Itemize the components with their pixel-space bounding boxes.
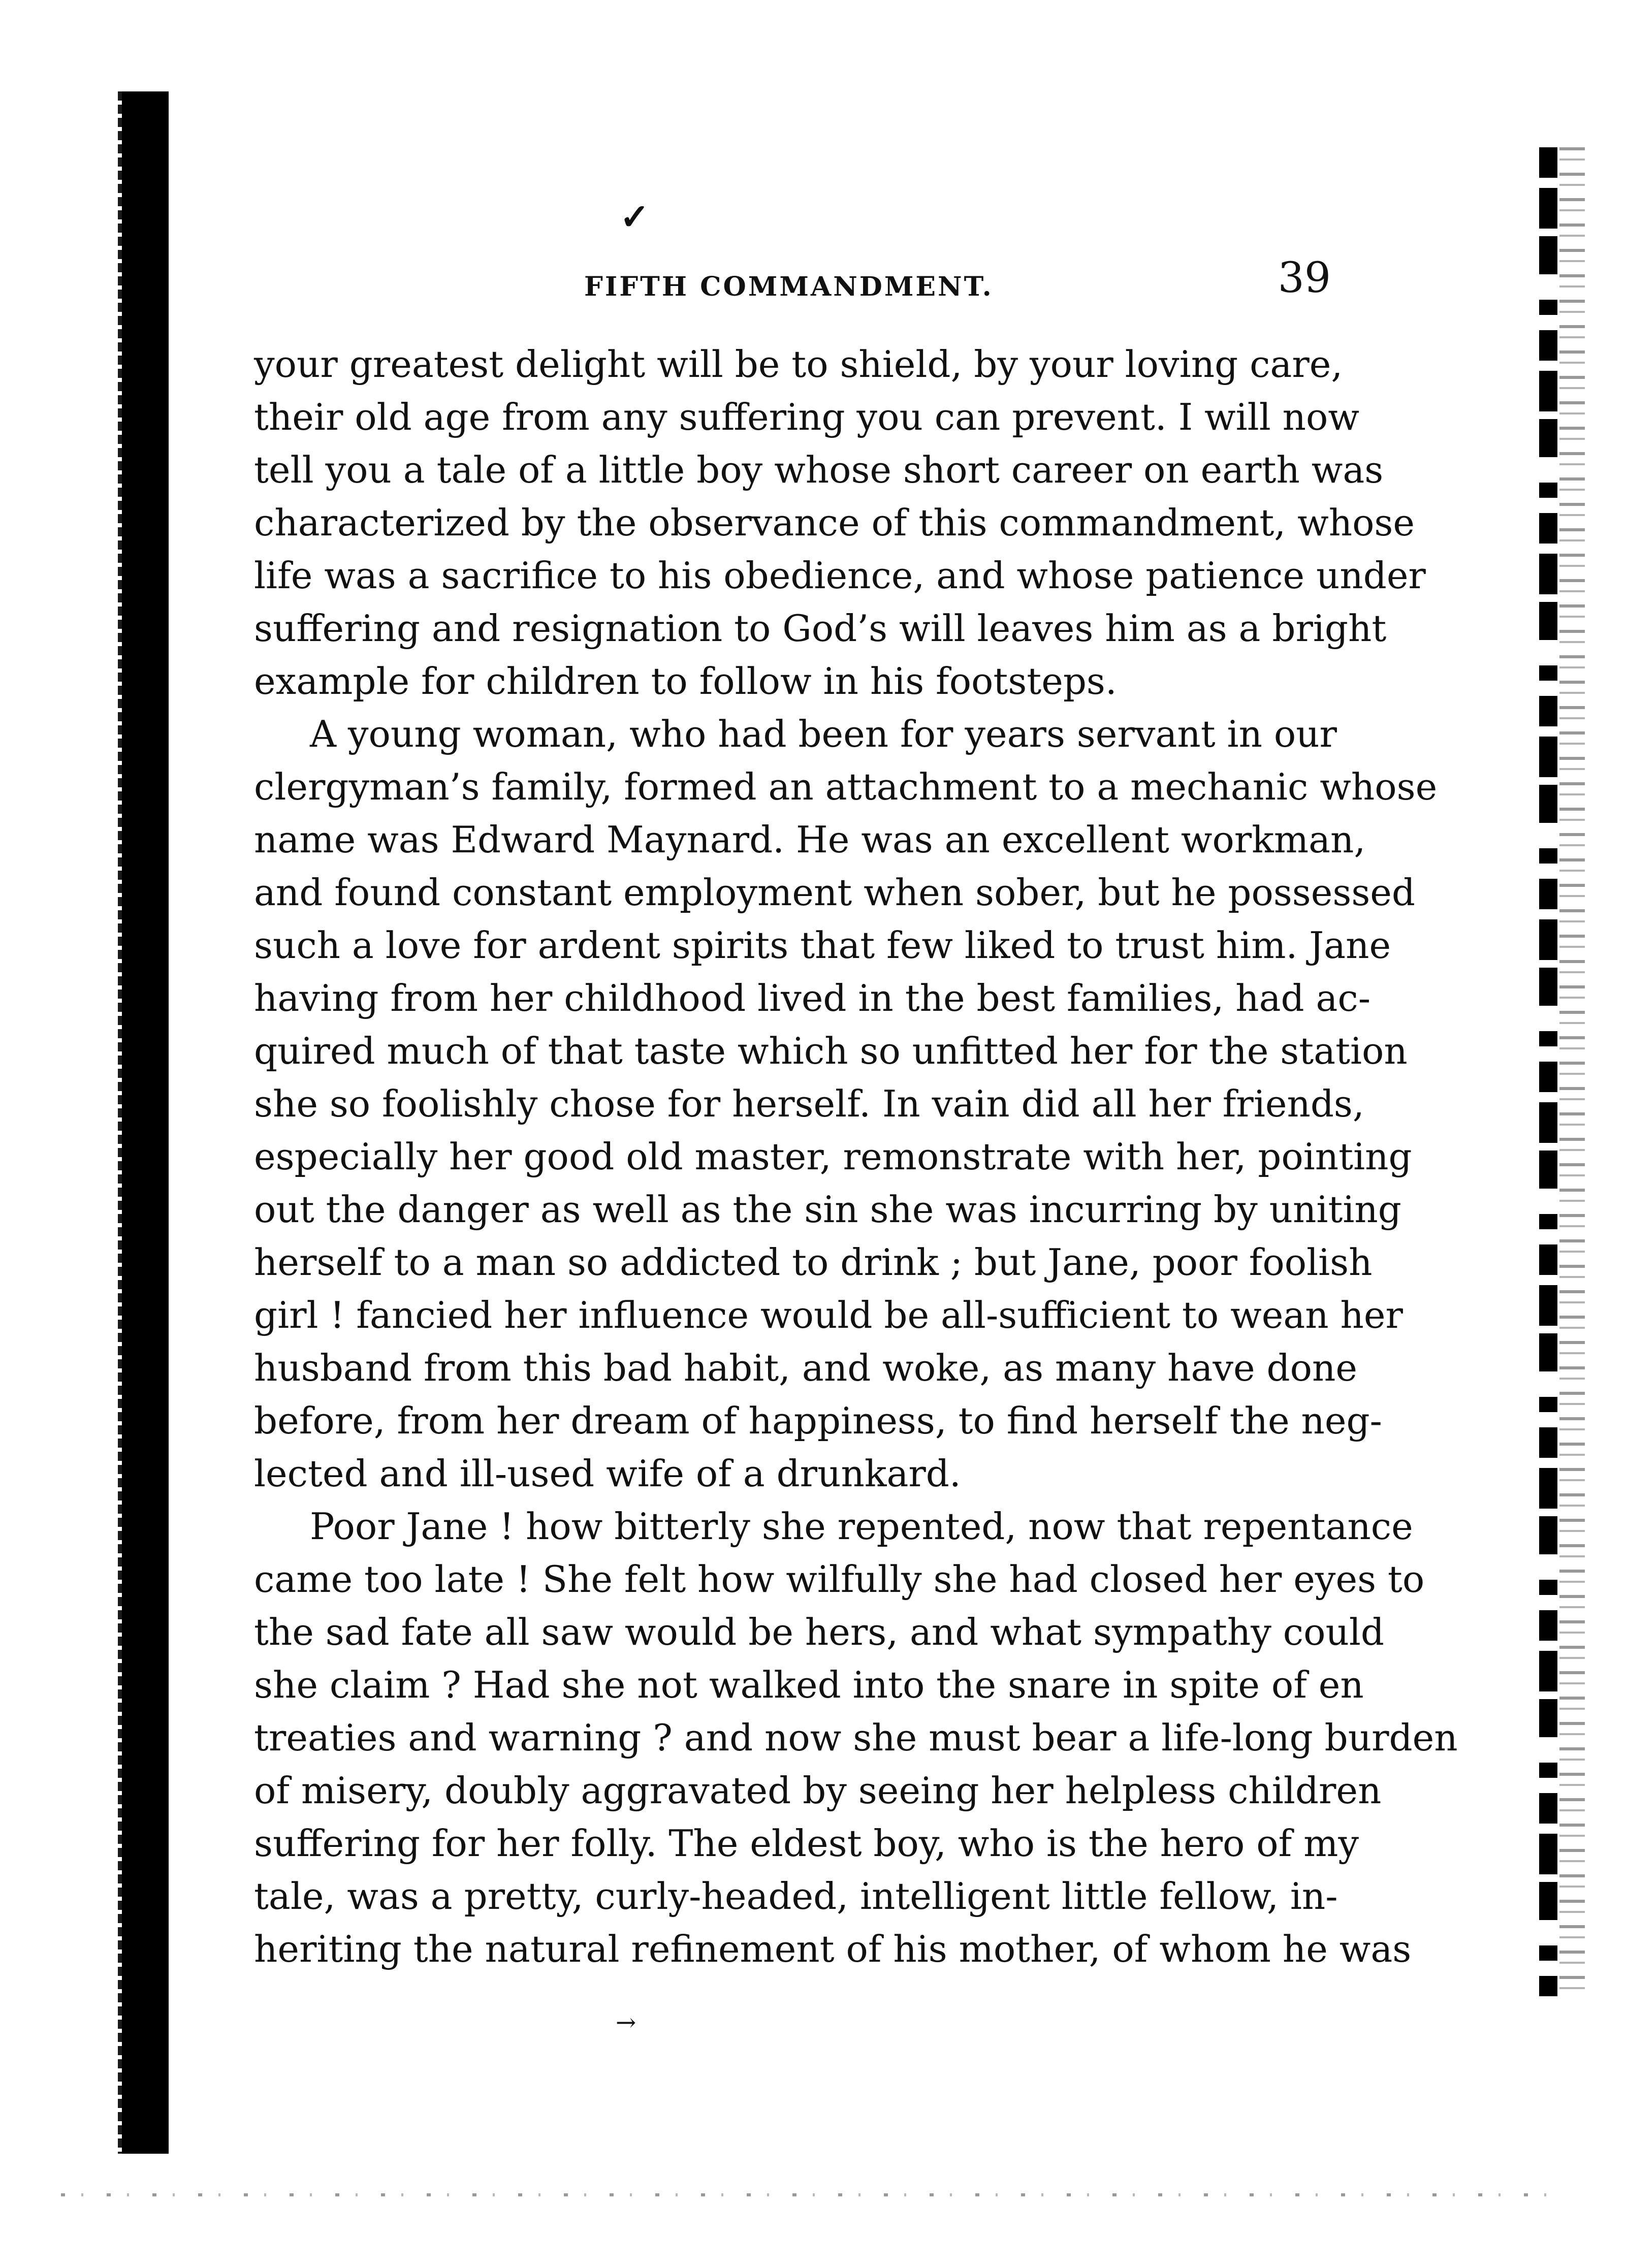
bottom-mark: → — [616, 2008, 636, 2037]
text-line: girl ! fancied her influence would be all-sufficient to wean her — [254, 1294, 1403, 1336]
text-line: tell you a tale of a little boy whose short career on earth was — [254, 449, 1384, 491]
text-line: their old age from any suffering you can prevent. I will now — [254, 396, 1359, 438]
text-line: suffering for her folly. The eldest boy, who is the hero of my — [254, 1822, 1359, 1865]
text-line: lected and ill-used wife of a drunkard. — [254, 1452, 961, 1495]
text-line: she claim ? Had she not walked into the snare in spite of en — [254, 1664, 1364, 1706]
text-line: herself to a man so addicted to drink ; but Jane, poor foolish — [254, 1241, 1373, 1284]
text-line: tale, was a pretty, curly-headed, intelligent little fellow, in- — [254, 1875, 1338, 1918]
text-line: heriting the natural refinement of his mother, of whom he was — [254, 1928, 1412, 1970]
text-line: clergyman’s family, formed an attachment to a mechanic whose — [254, 765, 1438, 808]
paragraph-1 — [254, 338, 1426, 708]
text-line: especially her good old master, remonstrate with her, pointing — [254, 1135, 1412, 1178]
text-line: treaties and warning ? and now she must bear a life-long burden — [254, 1716, 1458, 1759]
text-line: life was a sacrifice to his obedience, and whose patience under — [254, 554, 1426, 597]
text-line: suffering and resignation to God’s will leaves him as a bright — [254, 607, 1387, 650]
paragraph-2 — [254, 708, 1438, 1500]
body-text — [254, 338, 1458, 1975]
scan-bottom-noise — [61, 2193, 1559, 2196]
top-mark: ✓ — [620, 196, 650, 238]
text-line: A young woman, who had been for years servant in our — [310, 713, 1337, 755]
text-line: having from her childhood lived in the best families, had ac- — [254, 977, 1371, 1019]
text-line: of misery, doubly aggravated by seeing her helpless children — [254, 1769, 1382, 1812]
text-line: quired much of that taste which so unfitted her for the station — [254, 1030, 1408, 1072]
scan-binding-edge — [122, 91, 169, 2154]
running-head: FIFTH COMMANDMENT. — [584, 271, 994, 302]
text-line: husband from this bad habit, and woke, as many have done — [254, 1347, 1357, 1389]
text-line: she so foolishly chose for herself. In vain did all her friends, — [254, 1082, 1364, 1125]
text-line: your greatest delight will be to shield, by your loving care, — [254, 343, 1343, 386]
page-header — [254, 249, 1331, 310]
text-line: such a love for ardent spirits that few liked to trust him. Jane — [254, 924, 1391, 967]
page-number: 39 — [1278, 254, 1331, 302]
text-line: came too late ! She felt how wilfully she had closed her eyes to — [254, 1558, 1425, 1601]
text-line: name was Edward Maynard. He was an excellent workman, — [254, 818, 1366, 861]
scan-right-edge-noise — [1559, 147, 1585, 1996]
text-line: before, from her dream of happiness, to find herself the neg- — [254, 1399, 1382, 1442]
text-line: out the danger as well as the sin she was incurring by uniting — [254, 1188, 1401, 1231]
scan-right-edge — [1539, 147, 1557, 1996]
text-line: Poor Jane ! how bitterly she repented, now that repentance — [310, 1505, 1413, 1548]
text-line: example for children to follow in his footsteps. — [254, 660, 1117, 702]
text-line: characterized by the observance of this commandment, whose — [254, 501, 1415, 544]
text-line: and found constant employment when sober, but he possessed — [254, 871, 1415, 914]
paragraph-3 — [254, 1500, 1458, 1975]
text-line: the sad fate all saw would be hers, and what sympathy could — [254, 1611, 1384, 1653]
